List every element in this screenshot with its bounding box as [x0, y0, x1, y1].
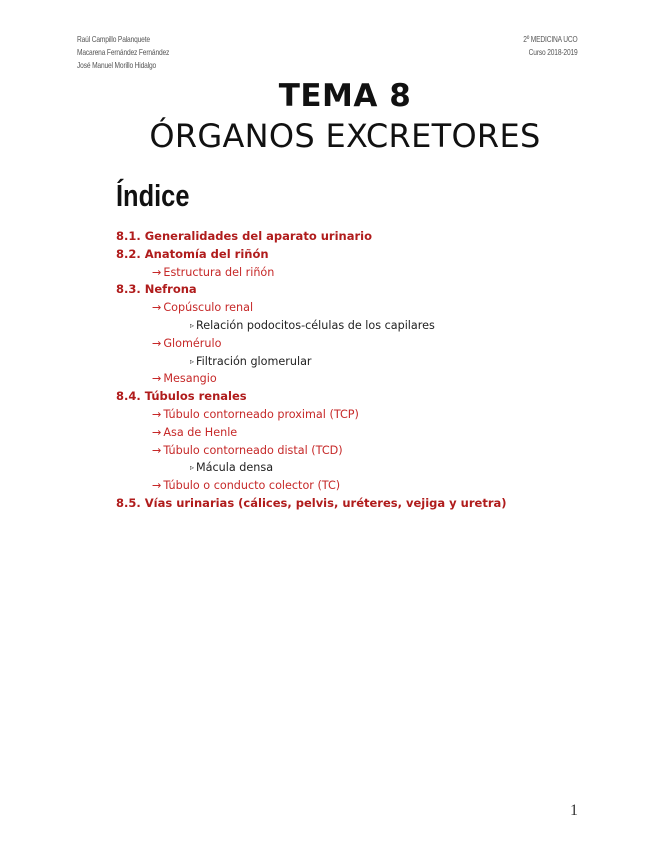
toc-entry-label: 8.3. Nefrona: [116, 282, 197, 297]
toc-subsection-link[interactable]: [116, 264, 596, 282]
course-name: 2º MEDICINA UCO: [523, 34, 578, 44]
arrow-right-icon: →: [152, 443, 162, 457]
triangle-bullet-icon: ▹: [190, 320, 195, 330]
index-heading: Índice: [116, 178, 190, 213]
author-name: José Manuel Morillo Hidalgo: [77, 60, 157, 70]
toc-subsection-link[interactable]: [116, 299, 596, 317]
toc-subitem: [116, 459, 596, 477]
toc-section-link[interactable]: [116, 246, 596, 264]
document-title: [0, 76, 655, 156]
toc-entry-label: Mesangio: [163, 372, 217, 386]
arrow-right-icon: →: [152, 372, 162, 386]
toc-entry-label: Estructura del riñón: [163, 265, 275, 279]
toc-subsection-link[interactable]: [116, 477, 596, 495]
arrow-right-icon: →: [152, 336, 162, 350]
page-number: 1: [570, 802, 578, 819]
arrow-right-icon: →: [152, 479, 162, 493]
title-topic-name: ÓRGANOS EXCRETORES: [149, 117, 541, 155]
author-name: Macarena Fernández Fernández: [77, 47, 170, 57]
toc-entry-label: Filtración glomerular: [196, 354, 312, 368]
toc-section-link[interactable]: [116, 281, 596, 299]
toc-subsection-link[interactable]: [116, 370, 596, 388]
toc-entry-label: 8.4. Túbulos renales: [116, 389, 247, 404]
arrow-right-icon: →: [152, 301, 162, 315]
toc-subsection-link[interactable]: [116, 442, 596, 460]
toc-section-link[interactable]: [116, 388, 596, 406]
author-name: Raúl Campillo Palanquete: [77, 34, 150, 44]
header-authors: [77, 33, 195, 72]
toc-subsection-link[interactable]: [116, 335, 596, 353]
triangle-bullet-icon: ▹: [190, 356, 195, 366]
arrow-right-icon: →: [152, 265, 162, 279]
title-topic-number: TEMA 8: [278, 78, 412, 114]
triangle-bullet-icon: ▹: [190, 463, 195, 473]
arrow-right-icon: →: [152, 425, 162, 439]
toc-entry-label: Túbulo contorneado distal (TCD): [163, 443, 343, 457]
arrow-right-icon: →: [152, 407, 162, 421]
course-year: Curso 2018-2019: [529, 47, 578, 57]
toc-subsection-link[interactable]: [116, 406, 596, 424]
toc-entry-label: Túbulo o conducto colector (TC): [163, 479, 341, 493]
toc-entry-label: 8.5. Vías urinarias (cálices, pelvis, uréteres, vejiga y uretra): [116, 495, 507, 510]
toc-entry-label: Relación podocitos-células de los capilares: [196, 318, 435, 332]
table-of-contents: [116, 228, 596, 513]
toc-entry-label: Asa de Henle: [163, 425, 238, 439]
toc-section-link[interactable]: [116, 495, 596, 513]
header-course: [508, 33, 578, 59]
toc-entry-label: Glomérulo: [163, 336, 222, 350]
toc-entry-label: Mácula densa: [196, 461, 274, 475]
toc-entry-label: Copúsculo renal: [163, 301, 254, 315]
toc-entry-label: 8.1. Generalidades del aparato urinario: [116, 229, 372, 243]
toc-entry-label: 8.2. Anatomía del riñón: [116, 246, 269, 261]
toc-subitem: [116, 353, 596, 371]
toc-section-link[interactable]: [116, 228, 596, 246]
toc-subitem: [116, 317, 596, 335]
toc-subsection-link[interactable]: [116, 424, 596, 442]
toc-entry-label: Túbulo contorneado proximal (TCP): [163, 407, 359, 421]
